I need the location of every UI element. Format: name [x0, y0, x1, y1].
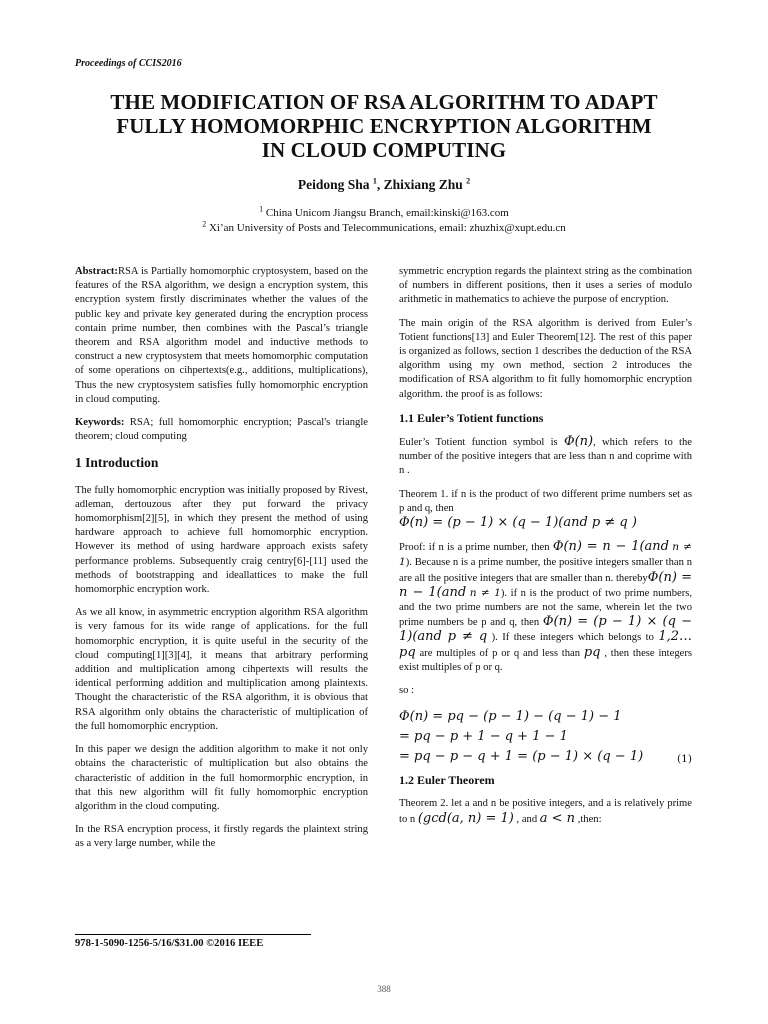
- proof-paragraph: [399, 540, 692, 675]
- keywords-label: Keywords:: [75, 417, 125, 429]
- theorem-2-text-a: Theorem 2. let a and n be positive integers, and a is relatively prime to n: [399, 798, 692, 825]
- affiliation-2: [0, 221, 768, 236]
- author-1: Peidong Sha: [297, 177, 370, 192]
- title-line-1: THE MODIFICATION OF RSA ALGORITHM TO ADAPT: [110, 90, 658, 114]
- author-2-affil: 2: [466, 176, 471, 186]
- intro-paragraph-3: In this paper we design the addition algorithm to make it not only obtains the characteristic of multiplication but also obtains the characteristic of addition in the full homormorphic encryption, in that this new algorithm will fit fully homomorphic encryption algorithm in the cloud computing.: [75, 744, 368, 812]
- affiliation-2-text: Xi’an University of Posts and Telecommunications, email: zhuzhix@xupt.edu.cn: [208, 222, 566, 234]
- proceedings-header: Proceedings of CCIS2016: [75, 58, 182, 69]
- theorem-1: [399, 488, 692, 532]
- title-line-3: IN CLOUD COMPUTING: [261, 138, 507, 162]
- right-column: [399, 265, 692, 836]
- intro-paragraph-4: In the RSA encryption process, it firstly regards the plaintext string as a very large number, while the: [75, 824, 368, 850]
- subsection-heading-euler-theorem: 1.2 Euler Theorem: [399, 773, 495, 788]
- paper-title: [40, 90, 728, 162]
- abstract-text: RSA is Partially homomorphic cryptosystem, based on the features of the RSA algorithm, we design a encryption system, this encryption system firstly discriminates whether the values of the public key and private key generated during the encryption process contain prime number, then combines with the Pascal’s triangle theorem and RSA algorithm model and inductive methods to construct a new cryptosystem that meets homomorphic computation of some operations on cihpertexts(e.g., additions, multiplications), Thus the new cryptosystem satisfies fully homomorphic encryption in cloud computing.: [75, 266, 368, 405]
- page-number: 388: [377, 984, 391, 994]
- equation-1-line-1: Φ(n) = pq − (p − 1) − (q − 1) − 1: [399, 709, 622, 725]
- proof-text-c: ).: [500, 587, 508, 599]
- proof-text-d: if n is the product of two prime numbers, and the two prime numbers are not the same, wherein let the two prime numbers be p and q, then: [399, 587, 692, 629]
- proof-equation-3: Φ(n) = (p − 1) × (q − 1)(and p ≠ q: [399, 614, 692, 645]
- so-label: so :: [399, 685, 415, 697]
- theorem-2: [399, 797, 692, 826]
- proof-range: 1,2… pq: [399, 629, 692, 660]
- footer-rule: [75, 934, 311, 935]
- author-separator: ,: [376, 177, 384, 192]
- intro-paragraph-2: As we all know, in asymmetric encryption algorithm RSA algorithm is very famous for its wide range of applications. for the full homomorphic encryption, it is quite useful in the security of the cloud computing[1][3][4], it means that arbitrary performing addition and multiplication among cihpertexts will results the identical performing addition and multiplication among plaintexts. Thought the characteristic of the RSA algorithm, it is obvious that RSA algorithm only obtains the characteristic of multiplication of the full homomorphic encryption.: [75, 607, 368, 732]
- keywords-text: RSA; full homomorphic encryption; Pascal's triangle theorem; cloud computing: [75, 417, 368, 443]
- a-less-than-n: a < n: [539, 810, 576, 826]
- totient-definition-text-a: Euler’s Totient function symbol is: [399, 437, 564, 449]
- right-paragraph-1: symmetric encryption regards the plaintext string as the combination of numbers in different positions, then it uses a series of modulo arithmetic in mathematics to achieve the purpose of encryption.: [399, 266, 692, 306]
- section-heading-introduction: 1 Introduction: [75, 455, 159, 471]
- phi-n-symbol: Φ(n): [563, 434, 594, 450]
- author-2: Zhixiang Zhu: [383, 177, 463, 192]
- theorem-1-equation: Φ(n) = (p − 1) × (q − 1)(and p ≠ q ): [399, 515, 637, 531]
- affiliations: [0, 206, 768, 236]
- theorem-1-text: Theorem 1. if n is the product of two different prime numbers set as p and q, then: [399, 488, 692, 514]
- keywords: [75, 416, 368, 444]
- subsection-heading-totient: 1.1 Euler’s Totient functions: [399, 410, 544, 425]
- gcd-condition: (gcd(a, n) = 1): [417, 810, 514, 826]
- equation-1-block: [399, 707, 692, 767]
- affiliation-1: [0, 206, 768, 221]
- abstract-label: Abstract:: [75, 266, 118, 277]
- right-paragraph-2: The main origin of the RSA algorithm is derived from Euler’s Totient functions[13] and Euler Theorem[12]. The rest of this paper is organized as follows, section 1 describes the deduction of the RSA algorithm using my own method, section 2 introduces the modification of RSA algorithm to fit fully homomorphic encryption algorithm. the proof is as follows:: [399, 317, 692, 400]
- proof-pq: pq: [583, 644, 601, 660]
- affiliation-1-text: China Unicom Jiangsu Branch, email:kinski@163.com: [265, 207, 509, 219]
- proof-text-a: Proof: if n is a prime number, then: [399, 542, 553, 554]
- author-list: [0, 177, 768, 193]
- totient-definition-text-b: , which refers to the number of the positive integers that are less than n and coprime with n .: [399, 437, 692, 477]
- theorem-2-text-c: ,then:: [575, 813, 602, 825]
- proof-text-f: are multiples of p or q and less than: [415, 647, 584, 659]
- proof-condition-1: n ≠ 1: [399, 541, 692, 569]
- equation-1-line-2: = pq − p + 1 − q + 1 − 1: [399, 729, 568, 745]
- equation-number-1: (1): [676, 753, 692, 766]
- author-1-affil: 1: [372, 176, 377, 186]
- proof-text-g: , then these integers exist multiples of p or q.: [399, 647, 692, 673]
- affiliation-1-mark: 1: [259, 204, 264, 214]
- totient-definition: [399, 435, 692, 479]
- equation-1-line-3-text: = pq − p − q + 1 = (p − 1) × (q − 1): [399, 749, 644, 765]
- copyright-footer: 978-1-5090-1256-5/16/$31.00 ©2016 IEEE: [75, 938, 264, 949]
- proof-condition-2: n ≠ 1: [469, 586, 501, 599]
- title-line-2: FULLY HOMOMORPHIC ENCRYPTION ALGORITHM: [116, 114, 652, 138]
- theorem-2-text-b: , and: [513, 813, 540, 825]
- proof-equation-1: Φ(n) = n − 1(and: [552, 539, 669, 555]
- abstract: [75, 265, 368, 407]
- proof-equation-2: Φ(n) = n − 1(and: [399, 569, 692, 600]
- proof-text-b: ). Because n is a prime number, the positive integers smaller than n are all the positive integers that are smaller than n. thereby: [399, 557, 692, 584]
- proof-text-e: ). If these integers which belongs to: [487, 632, 659, 644]
- intro-paragraph-1: The fully homomorphic encryption was initially proposed by Rivest, adleman, dertouzous after they put forward the privacy homomorphism[2][5], in which they present the method of using hardware approach to achieve full homomorphic encryption. However its method of using hardware approach exists safety performance problems. Subsequently craig centry[6]-[11] used the methods of bootstrapping and ideallattices to make the full homomorphic encryption work.: [75, 484, 368, 596]
- affiliation-2-mark: 2: [202, 219, 207, 229]
- left-column: [75, 265, 368, 861]
- equation-1-line-3: [399, 747, 692, 767]
